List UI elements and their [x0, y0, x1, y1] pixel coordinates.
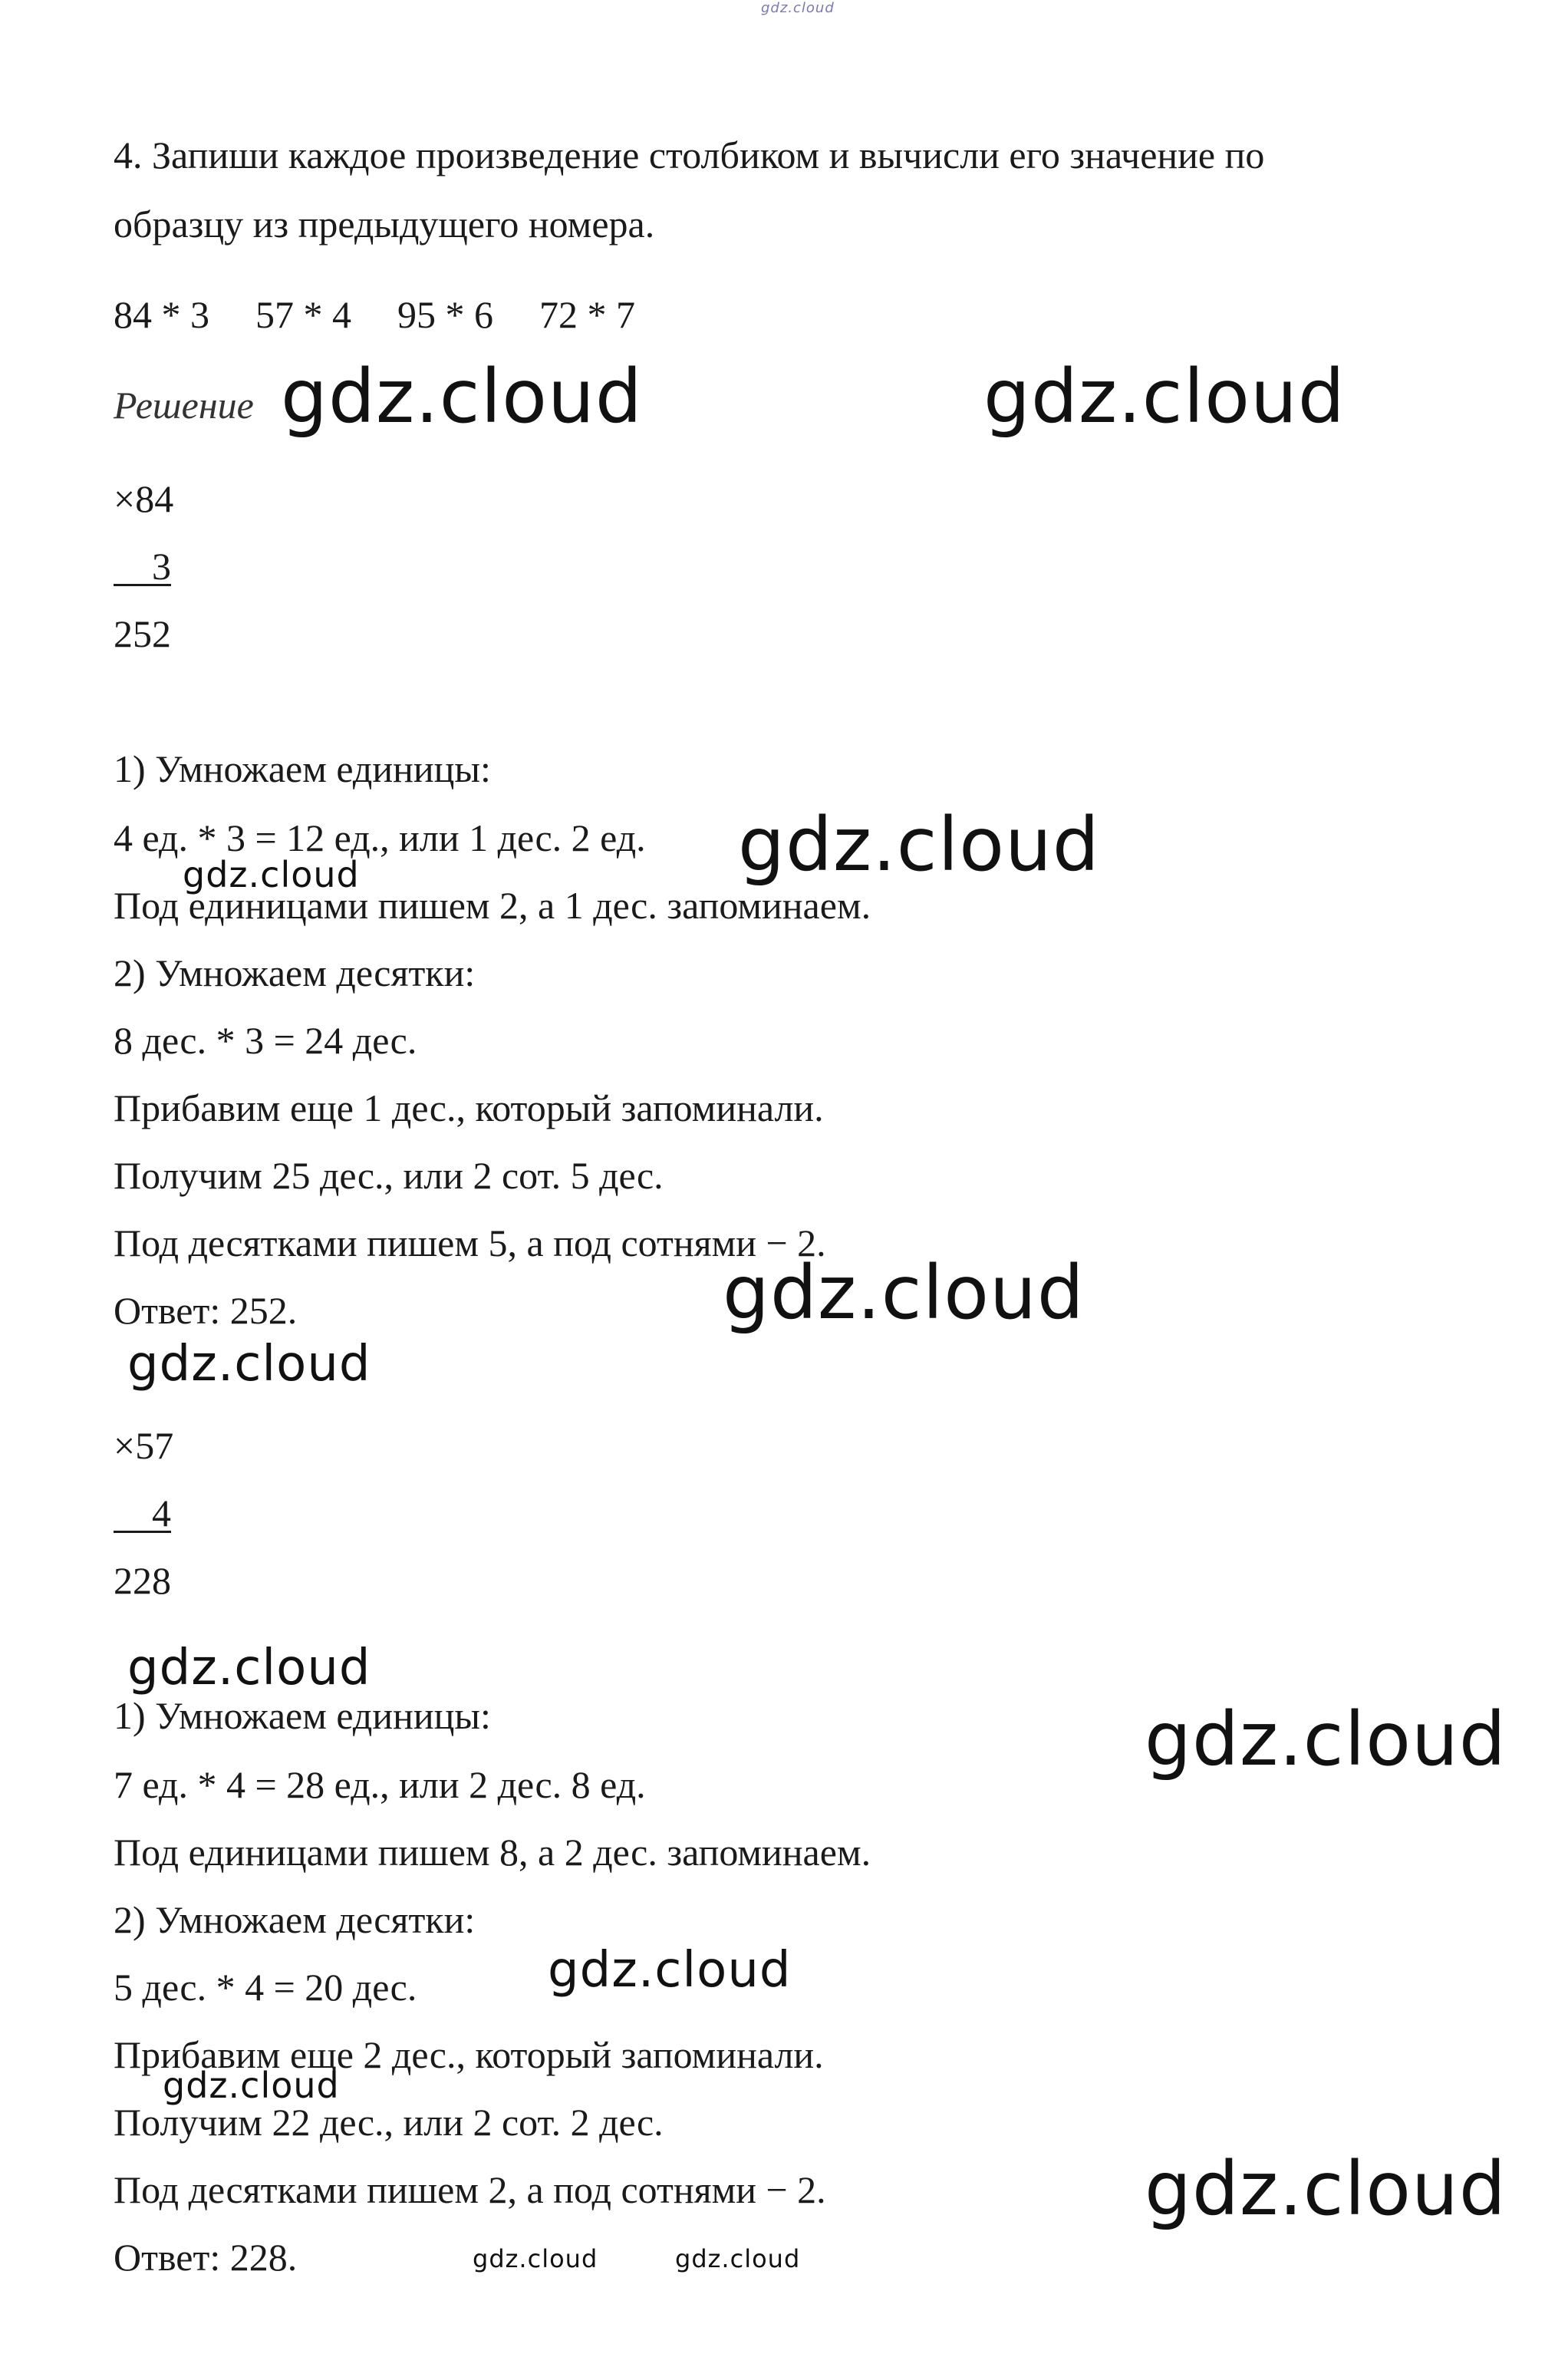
watermark: gdz.cloud [183, 854, 360, 895]
block1-step-7: Получим 25 дес., или 2 сот. 5 дес. [114, 1154, 664, 1197]
block1-multiplier: 3 [152, 545, 171, 588]
example-1: 84 * 3 [114, 293, 209, 336]
block2-result: 228 [114, 1559, 171, 1602]
block2-answer: Ответ: 228. [114, 2236, 298, 2279]
block2-multiplicand: ×57 [114, 1424, 174, 1467]
watermark: gdz.cloud [127, 1336, 371, 1393]
block1-step-1: 1) Умножаем единицы: [114, 747, 491, 790]
watermark: gdz.cloud [1145, 1696, 1507, 1782]
watermark: gdz.cloud [723, 1250, 1085, 1336]
watermark: gdz.cloud [281, 354, 643, 440]
example-4: 72 * 7 [539, 293, 635, 336]
block1-step-8: Под десятками пишем 5, а под сотнями − 2. [114, 1221, 826, 1264]
block1-step-6: Прибавим еще 1 дес., который запоминали. [114, 1086, 824, 1129]
watermark: gdz.cloud [127, 1640, 371, 1696]
block1-step-2: 4 ед. * 3 = 12 ед., или 1 дес. 2 ед. [114, 816, 646, 859]
watermark: gdz.cloud [473, 2244, 598, 2273]
block1-step-4: 2) Умножаем десятки: [114, 951, 476, 994]
watermark-top: gdz.cloud [761, 0, 835, 16]
task-line-1: 4. Запиши каждое произведение столбиком и вычисли его значение по [114, 134, 1265, 176]
watermark: gdz.cloud [675, 2244, 801, 2273]
block1-step-3: Под единицами пишем 2, а 1 дес. запоминаем. [114, 884, 871, 927]
block2-step-3: Под единицами пишем 8, а 2 дес. запоминаем. [114, 1831, 871, 1874]
block1-answer: Ответ: 252. [114, 1289, 298, 1332]
solution-label: Решение [114, 384, 254, 427]
block1-multiplicand: ×84 [114, 477, 174, 520]
watermark: gdz.cloud [738, 802, 1100, 888]
block2-step-4: 2) Умножаем десятки: [114, 1898, 476, 1941]
block2-step-5: 5 дес. * 4 = 20 дес. [114, 1966, 417, 2009]
example-2: 57 * 4 [255, 293, 351, 336]
block1-step-5: 8 дес. * 3 = 24 дес. [114, 1019, 417, 1062]
block2-step-1: 1) Умножаем единицы: [114, 1694, 491, 1737]
block2-step-8: Под десятками пишем 2, а под сотнями − 2. [114, 2168, 826, 2211]
watermark: gdz.cloud [1145, 2146, 1507, 2232]
block2-step-2: 7 ед. * 4 = 28 ед., или 2 дес. 8 ед. [114, 1763, 646, 1806]
block2-step-6: Прибавим еще 2 дес., который запоминали. [114, 2033, 824, 2076]
block2-multiplier: 4 [152, 1492, 171, 1534]
watermark: gdz.cloud [983, 354, 1346, 440]
example-3: 95 * 6 [397, 293, 493, 336]
watermark: gdz.cloud [163, 2065, 340, 2106]
examples-row [114, 292, 635, 338]
block1-result: 252 [114, 612, 171, 655]
block2-step-7: Получим 22 дес., или 2 сот. 2 дес. [114, 2101, 664, 2144]
watermark: gdz.cloud [548, 1942, 792, 1999]
task-line-2: образцу из предыдущего номера. [114, 203, 655, 246]
